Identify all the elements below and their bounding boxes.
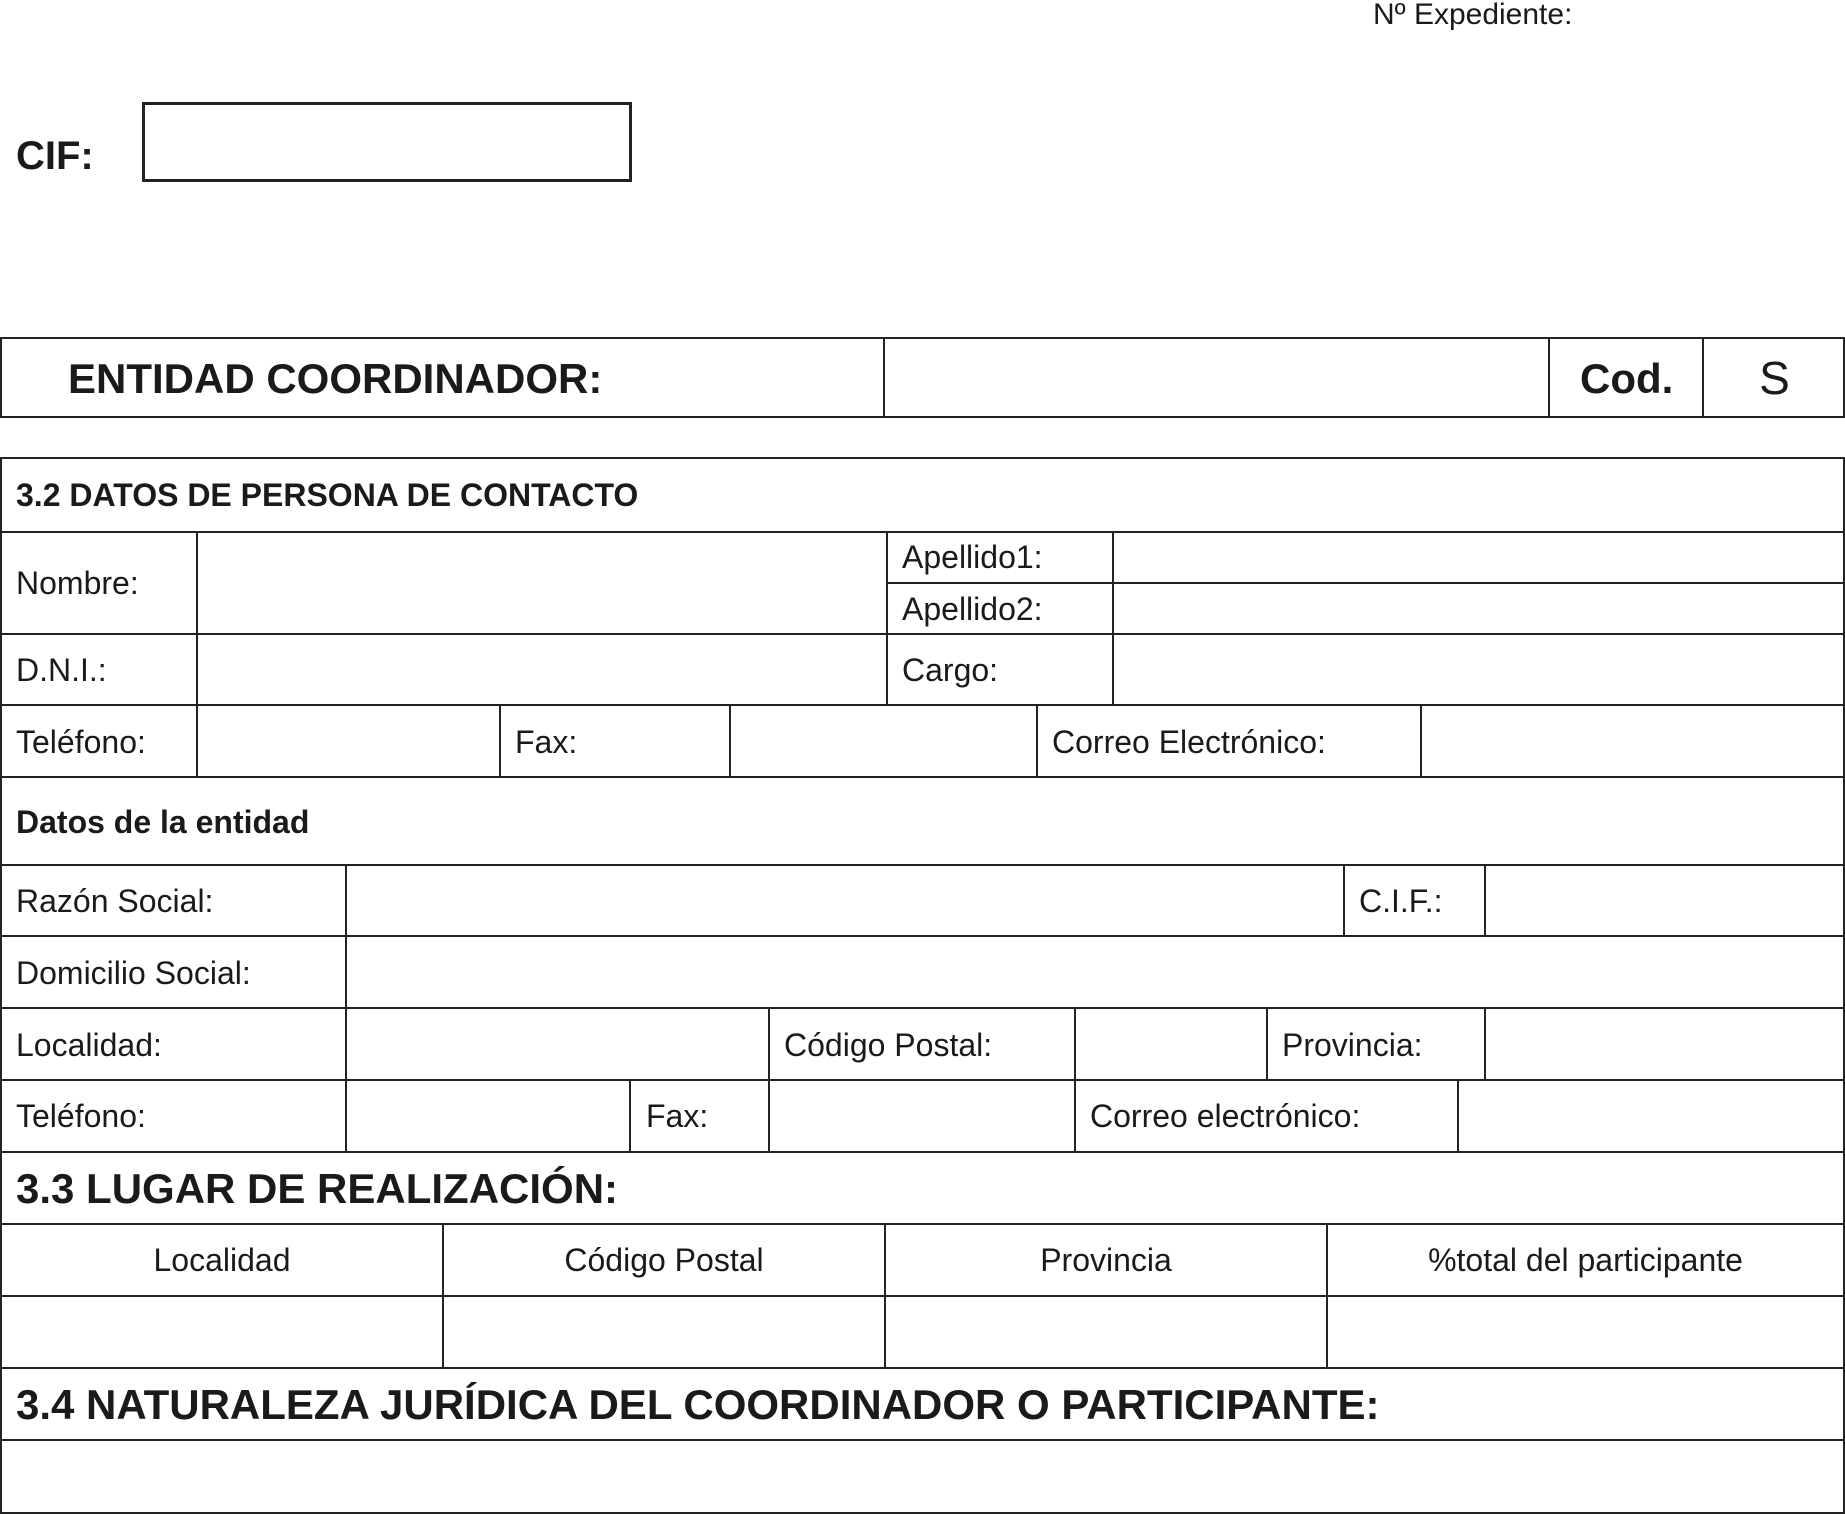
row-line [0, 1151, 1845, 1153]
nombre-field[interactable] [198, 533, 886, 633]
provincia-field[interactable] [1486, 1009, 1843, 1079]
apellido2-label: Apellido2: [902, 591, 1043, 627]
razon-social-label: Razón Social: [16, 883, 214, 919]
entidad-correo-label: Correo electrónico: [1090, 1098, 1361, 1134]
row-line [0, 776, 1845, 778]
contacto-fax-label: Fax: [515, 724, 578, 760]
divider [883, 337, 885, 418]
entidad-telefono-field[interactable] [347, 1081, 629, 1151]
entidad-fax-field[interactable] [770, 1081, 1074, 1151]
col-line [886, 531, 888, 704]
col-line [1266, 1007, 1268, 1079]
lugar-col-localidad: Localidad [153, 1242, 291, 1278]
cif-input-box[interactable] [142, 102, 632, 182]
section-title-contacto: 3.2 DATOS DE PERSONA DE CONTACTO [16, 477, 639, 513]
col-line [499, 704, 501, 776]
section-title-entidad: Datos de la entidad [16, 804, 310, 840]
contacto-fax-field[interactable] [731, 706, 1036, 776]
expediente-label: Nº Expediente: [1373, 0, 1573, 31]
lugar-provincia-field[interactable] [886, 1297, 1326, 1367]
naturaleza-field[interactable] [2, 1441, 1843, 1512]
entidad-correo-field[interactable] [1459, 1081, 1843, 1151]
lugar-col-provincia: Provincia [1040, 1242, 1172, 1278]
entidad-coordinador-label: ENTIDAD COORDINADOR: [68, 355, 603, 402]
lugar-col-porcentaje: %total del participante [1428, 1242, 1743, 1278]
entidad-coordinador-field[interactable] [886, 339, 1547, 416]
localidad-label: Localidad: [16, 1027, 162, 1063]
localidad-field[interactable] [347, 1009, 768, 1079]
domicilio-field[interactable] [347, 937, 1843, 1007]
codigo-postal-label: Código Postal: [784, 1027, 993, 1063]
lugar-codigo-postal-field[interactable] [444, 1297, 884, 1367]
contacto-telefono-field[interactable] [198, 706, 499, 776]
contacto-correo-label: Correo Electrónico: [1052, 724, 1326, 760]
row-line [0, 1223, 1845, 1225]
entidad-fax-label: Fax: [646, 1098, 709, 1134]
dni-label: D.N.I.: [16, 652, 107, 688]
cif-label: CIF: [16, 134, 94, 178]
contacto-telefono-label: Teléfono: [16, 724, 146, 760]
cargo-label: Cargo: [902, 652, 999, 688]
entidad-cif-label: C.I.F.: [1359, 883, 1443, 919]
domicilio-label: Domicilio Social: [16, 955, 251, 991]
row-line [0, 1367, 1845, 1369]
section-title-lugar: 3.3 LUGAR DE REALIZACIÓN: [16, 1165, 619, 1212]
section-title-naturaleza: 3.4 NATURALEZA JURÍDICA DEL COORDINADOR O PARTICIPANTE: [16, 1381, 1380, 1428]
entidad-telefono-label: Teléfono: [16, 1098, 146, 1134]
divider [1548, 337, 1550, 418]
nombre-label: Nombre: [16, 565, 139, 601]
codigo-postal-field[interactable] [1076, 1009, 1266, 1079]
lugar-col-codigo-postal: Código Postal [564, 1242, 764, 1278]
lugar-localidad-field[interactable] [2, 1297, 442, 1367]
entidad-cif-field[interactable] [1486, 866, 1843, 935]
provincia-label: Provincia: [1282, 1027, 1423, 1063]
apellido1-field[interactable] [1114, 533, 1843, 582]
col-line [629, 1079, 631, 1151]
col-line [1036, 704, 1038, 776]
col-line [1343, 864, 1345, 935]
apellido1-label: Apellido1: [902, 539, 1043, 575]
lugar-porcentaje-field[interactable] [1328, 1297, 1843, 1367]
cod-label: Cod. [1580, 355, 1674, 402]
razon-social-field[interactable] [347, 866, 1343, 935]
contacto-correo-field[interactable] [1422, 706, 1843, 776]
cod-value: S [1759, 352, 1790, 404]
apellido2-field[interactable] [1114, 584, 1843, 633]
dni-field[interactable] [198, 635, 886, 704]
cargo-field[interactable] [1114, 635, 1843, 704]
